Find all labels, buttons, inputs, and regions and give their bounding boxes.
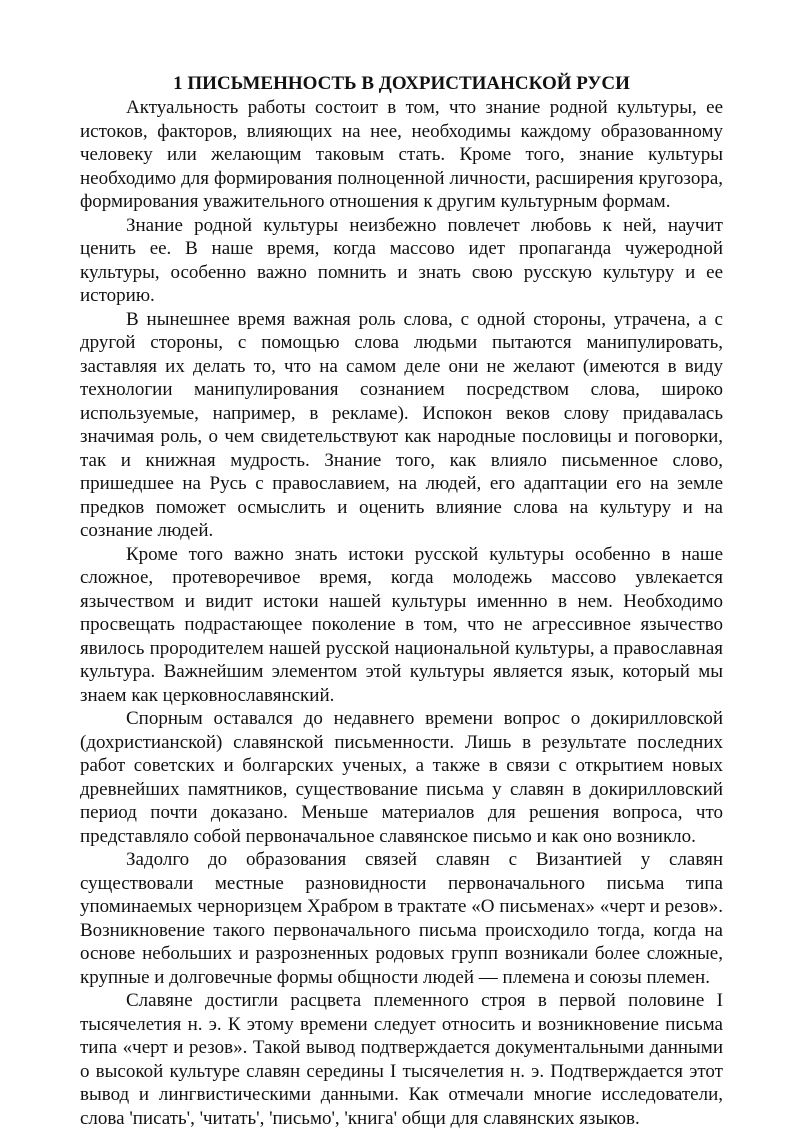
paragraph-early-writing: Задолго до образования связей славян с Византией у славян существовали местные разновидности первоначального письма типа упоминаемых черноризцем Храбром в трактате «О письменах» «черт и резов». Возникновение такого первоначального письма происходило тогда, когда на основе небольших и разрозненных родовых групп возникали более сложные, крупные и долговечные формы общности людей — племена и союзы племен. — [80, 849, 723, 988]
section-title: 1 ПИСЬМЕННОСТЬ В ДОХРИСТИАНСКОЙ РУСИ — [173, 73, 630, 94]
paragraph-native-culture: Знание родной культуры неизбежно повлечет любовь к ней, научит ценить ее. В наше время, когда массово идет пропаганда чужеродной культуры, особенно важно помнить и знать свою русскую культуру и ее историю. — [80, 214, 723, 306]
paragraph-pre-cyrillic-question: Спорным оставался до недавнего времени вопрос о докирилловской (дохристианской) славянской письменности. Лишь в результате последних работ советских и болгарских ученых, а также в связи с открытием новых древнейших памятников, существование письма у славян в докирилловский период почти доказано. Меньше материалов для решения вопроса, что представляло собой первоначальное славянское письмо и как оно возникло. — [80, 708, 723, 847]
paragraph-relevance: Актуальность работы состоит в том, что знание родной культуры, ее истоков, факторов, влияющих на нее, необходимы каждому образованному человеку или желающим таковым стать. Кроме того, знание культуры необходимо для формирования полноценной личности, расширения кругозора, формирования уважительного отношения к другим культурным формам. — [80, 97, 723, 212]
paragraph-tribal-system: Славяне достигли расцвета племенного строя в первой половине I тысячелетия н. э. К этому времени следует относить и возникновение письма типа «черт и резов». Такой вывод подтверждается документальными данными о высокой культуре славян середины I тысячелетия н. э. Подтверждается этот вывод и лингвистическими данными. Как отмечали многие исследователи, слова 'писать', 'читать', 'письмо', 'книга' общи для славянских языков. — [80, 990, 723, 1129]
paragraph-role-of-word: В нынешнее время важная роль слова, с одной стороны, утрачена, а с другой стороны, с помощью слова людьми пытаются манипулировать, заставляя их делать то, что на самом деле они не желают (имеются в виду технологии манипулирования сознанием посредством слова, широко используемые, например, в рекламе). Испокон веков слову придавалась значимая роль, о чем свидетельствуют как народные пословицы и поговорки, так и книжная мудрость. Знание того, как влияло письменное слово, пришедшее на Русь с православием, на людей, его адаптации его на земле предков поможет осмыслить и оценить влияние слова на культуру и на сознание людей. — [80, 308, 723, 541]
document-page — [80, 72, 723, 1130]
paragraph-origins: Кроме того важно знать истоки русской культуры особенно в наше сложное, протеворечивое время, когда молодежь массово увлекается язычеством и видит истоки нашей культуры именнно в нем. Необходимо просвещать подрастающее поколение в том, что не агрессивное язычество явилось прородителем нашей русской национальной культуры, а православная культура. Важнейшим элементом этой культуры является язык, который мы знаем как церковнославянский. — [80, 543, 723, 706]
